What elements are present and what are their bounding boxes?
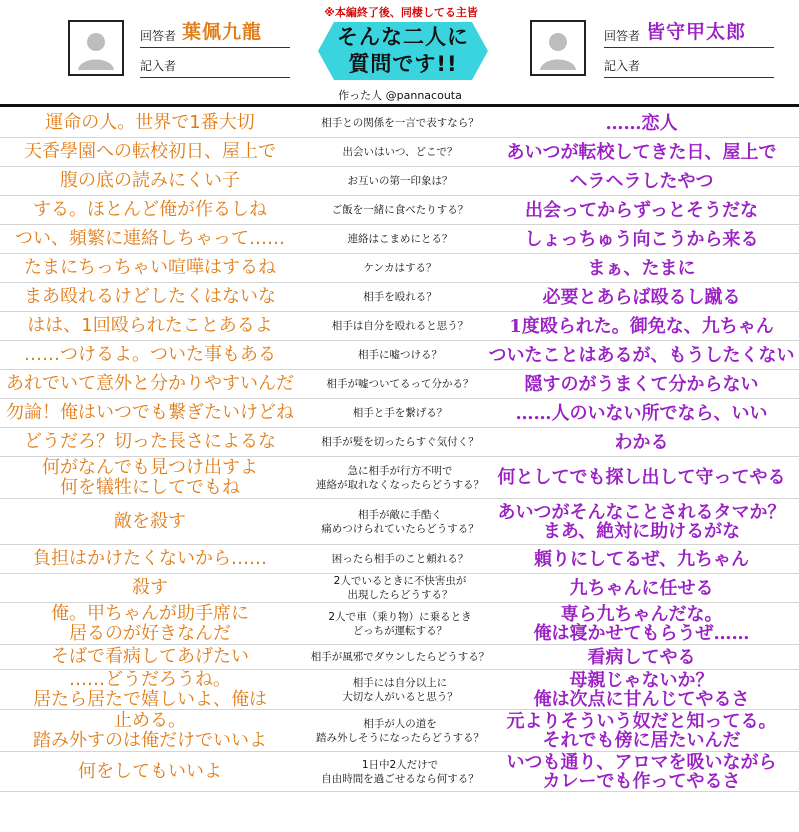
question-text: 出会いはいつ、どこで？ [342,146,458,158]
answer-right: 専ら九ちゃんだな。 俺は寝かせてもらうぜ…… [533,603,750,644]
left-respondent-line [140,22,290,48]
qa-row [0,341,799,370]
answer-right: 元よりそういう奴だと知ってる。 それでも傍に居たいんだ [506,710,777,751]
answer-left: ……つけるよ。ついた事もある [24,344,276,365]
right-avatar [530,20,586,76]
answer-left: まあ殴れるけどしたくはないな [24,286,276,307]
answer-left: そばで看病してあげたい [51,646,249,667]
question-text: お互いの第一印象は？ [347,175,453,187]
right-writer-label: 記入者 [604,59,641,73]
qa-row [0,645,799,670]
answer-right: ……人のいない所でなら、いい [515,402,768,424]
answer-left: 勿論！俺はいつでも繋ぎたいけどね [6,402,294,423]
qa-row [0,167,799,196]
answer-left: 運命の人。世界で1番大切 [45,112,255,133]
title-line-1: そんな二人に [337,25,469,49]
question-text: ケンカはする？ [363,262,437,274]
question-text: ご飯を一緒に食べたりする？ [331,204,469,216]
qa-row [0,196,799,225]
title-line-2: 質問です!! [348,52,458,76]
qa-row [0,138,799,167]
answer-right: いつも通り、アロマを吸いながら カレーでも作ってやるさ [506,751,777,792]
left-respondent-name: 葉佩九龍 [182,21,263,43]
answer-left: 止める。 踏み外すのは俺だけでいいよ [33,709,267,751]
answer-left: つい、頻繁に連絡しちゃって…… [15,228,285,249]
answer-right: 必要とあらば殴るし蹴る [542,286,741,308]
answer-right: ……恋人 [605,112,678,134]
left-avatar [68,20,124,76]
question-text: 相手に嘘つける？ [358,349,442,361]
question-text: 相手が風邪でダウンしたらどうする？ [310,651,490,663]
answer-left: どうだろ？切った長さによるな [24,431,276,452]
question-text: 困ったら相手のこと頼れる？ [331,553,469,565]
question-text: 1日中2人だけで 自由時間を過ごせるなら何する？ [321,758,479,785]
answer-right: ついたことはあるが、もうしたくない [488,344,795,366]
answer-right: まぁ、たまに [587,257,696,279]
qa-row [0,225,799,254]
right-respondent-label: 回答者 [604,29,641,43]
answer-left: はは、1回殴られたことあるよ [27,315,273,336]
qa-row [0,399,799,428]
person-icon [532,22,584,74]
header-divider [0,104,799,107]
qa-row [0,710,799,752]
qa-row [0,545,799,574]
answer-right: 何としてでも探し出して守ってやる [497,467,786,488]
question-text: 相手が敵に手酷く 痛めつけられていたらどうする？ [321,508,479,535]
qa-row [0,370,799,399]
answer-right: 母親じゃないか？ 俺は次点に甘んじてやるさ [533,669,750,710]
question-text: 相手には自分以上に 大切な人がいると思う？ [342,676,458,703]
answer-left: 何がなんでも見つけ出すよ 何を犠牲にしてでもね [42,456,258,498]
left-writer-label: 記入者 [140,59,177,73]
qa-row [0,254,799,283]
qa-row [0,499,799,545]
question-text: 2人で車（乗り物）に乗るとき どっちが運転する？ [328,610,472,637]
right-respondent-line [604,22,774,48]
question-text: 相手が嘘ついてるって分かる？ [326,378,474,390]
qa-row [0,283,799,312]
answer-right: 頼りにしてるぜ、九ちゃん [534,548,749,570]
answer-left: あれでいて意外と分かりやすいんだ [6,373,294,394]
author-credit: 作った人 @pannacouta [338,89,462,102]
answer-left: 負担はかけたくないから…… [33,548,267,569]
answer-right: しょっちゅう向こうから来る [524,228,759,250]
qa-row [0,752,799,792]
answer-left: 敵を殺す [114,510,186,532]
left-respondent-label: 回答者 [140,29,177,43]
question-text: 急に相手が行方不明で 連絡が取れなくなったらどうする？ [316,464,484,491]
question-text: 相手が人の道を 踏み外しそうになったらどうする？ [316,717,484,744]
answer-right: 1度殴られた。御免な、九ちゃん [509,315,774,337]
left-writer-line [140,52,290,78]
question-text: 相手との関係を一言で表すなら？ [321,117,479,129]
qa-row [0,670,799,710]
qa-row [0,457,799,499]
question-text: 相手が髪を切ったらすぐ気付く？ [321,436,479,448]
question-text: 相手と手を繋げる？ [352,407,448,419]
question-text: 2人でいるときに不快害虫が 出現したらどうする？ [333,575,467,601]
answer-right: あいつが転校してきた日、屋上で [506,141,777,163]
answer-right: 隠すのがうまくて分からない [524,373,759,395]
qa-row [0,109,799,138]
answer-left: する。ほとんど俺が作るしね [33,199,267,220]
notice-text: ※本編終了後、同棲してる主皆 [324,6,478,19]
question-text: 相手を殴れる？ [363,291,437,303]
qa-row [0,603,799,645]
right-writer-line [604,52,774,78]
answer-right: 看病してやる [587,646,696,668]
answer-left: 何をしてもいいよ [78,760,222,782]
answer-left: 殺す [132,577,168,598]
person-icon [70,22,122,74]
answer-right: 出会ってからずっとそうだな [525,199,758,221]
qa-row [0,312,799,341]
answer-left: 腹の底の読みにくい子 [60,170,240,191]
qa-row [0,428,799,457]
answer-left: 俺。甲ちゃんが助手席に 居るのが好きなんだ [51,602,249,644]
answer-left: 天香學園への転校初日、屋上で [24,141,276,162]
answer-left: ……どうだろうね。 居たら居たで嬉しいよ、俺は [33,668,267,710]
page-title [318,24,488,78]
header [0,0,799,104]
answer-right: ヘラヘラしたやつ [569,170,714,192]
answer-right: わかる [614,431,669,453]
answer-right: 九ちゃんに任せる [569,577,714,599]
question-text: 連絡はこまめにとる？ [347,233,453,245]
right-respondent-name: 皆守甲太郎 [646,21,747,43]
answer-right: あいつがそんなことされるタマか？ まあ、絶対に助けるがな [497,501,786,542]
qa-row [0,574,799,603]
title-badge [318,20,488,82]
answer-left: たまにちっちゃい喧嘩はするね [24,257,276,278]
question-text: 相手は自分を殴れると思う？ [331,320,469,332]
